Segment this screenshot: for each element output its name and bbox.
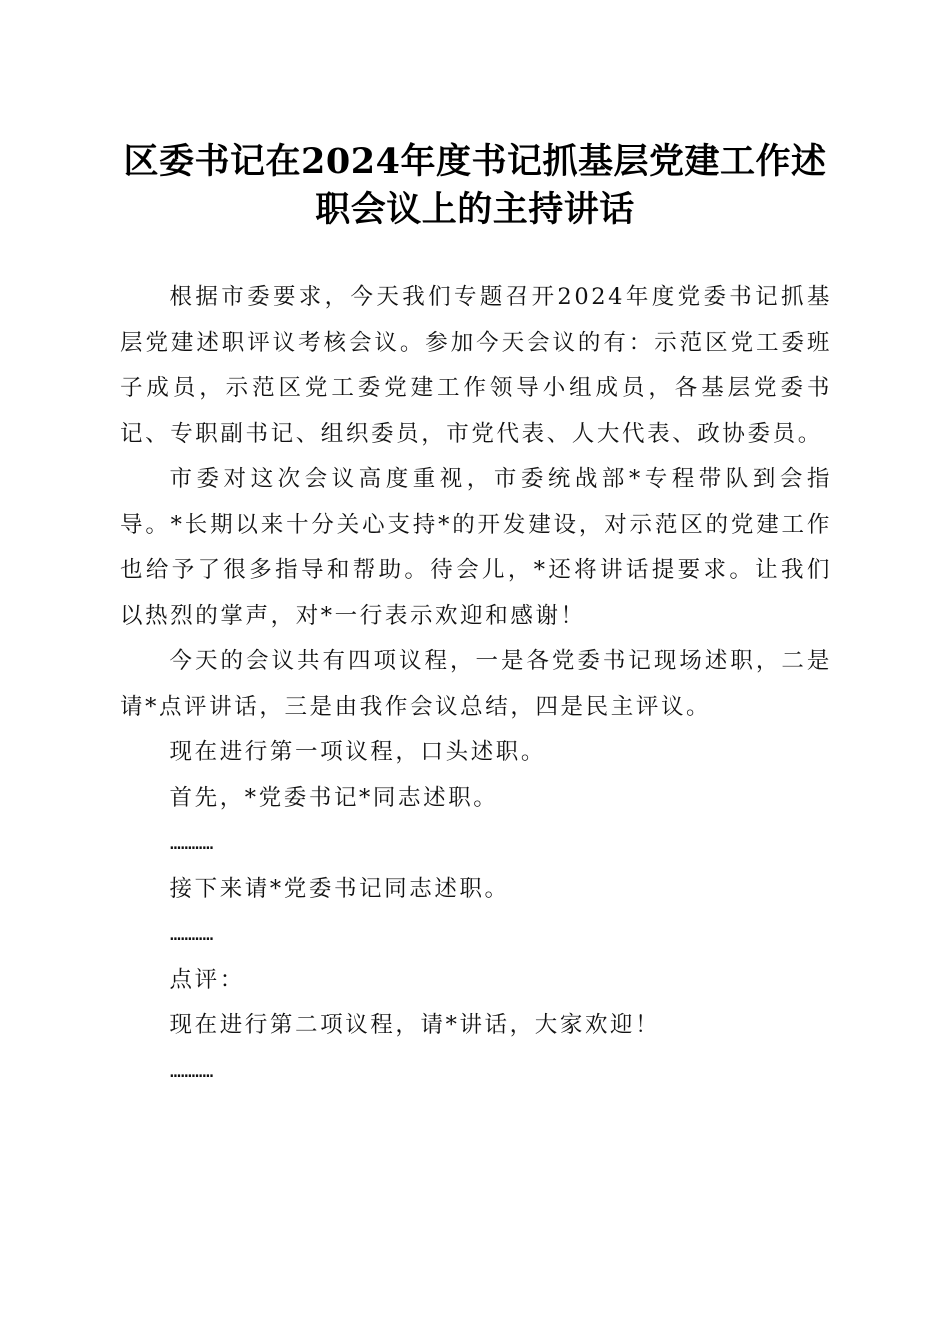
paragraph-welcome: 市委对这次会议高度重视，市委统战部*专程带队到会指导。*长期以来十分关心支持*的开发建设，对示范区的党建工作也给予了很多指导和帮助。待会儿，*还将讲话提要求。让我们以热烈的掌声，对*一行表示欢迎和感谢！ [120, 466, 832, 629]
document-title [100, 138, 850, 234]
paragraph-opening: 根据市委要求，今天我们专题召开2024年度党委书记抓基层党建述职评议考核会议。参加今天会议的有：示范区党工委班子成员，示范区党工委党建工作领导小组成员，各基层党委书记、专职副书记、组织委员，市党代表、人大代表、政协委员。 [120, 284, 832, 447]
title-line-2: 职会议上的主持讲话 [315, 189, 635, 230]
paragraph-comment-label: 点评： [169, 966, 245, 993]
paragraph-next-speaker: 接下来请*党委书记同志述职。 [169, 875, 510, 902]
ellipsis-line: ………… [170, 1060, 214, 1082]
paragraph-item-two: 现在进行第二项议程，请*讲话，大家欢迎！ [169, 1012, 661, 1038]
title-line-1: 区委书记在2024年度书记抓基层党建工作述 [123, 141, 827, 182]
paragraph-item-one: 现在进行第一项议程，口头述职。 [169, 739, 547, 765]
paragraph-first-speaker: 首先，*党委书记*同志述职。 [169, 784, 499, 811]
document-body [120, 275, 832, 1094]
ellipsis-line: ………… [170, 924, 214, 945]
ellipsis-line: ………… [170, 833, 214, 854]
paragraph-agenda: 今天的会议共有四项议程，一是各党委书记现场述职，二是请*点评讲话，三是由我作会议总结，四是民主评议。 [120, 648, 832, 720]
